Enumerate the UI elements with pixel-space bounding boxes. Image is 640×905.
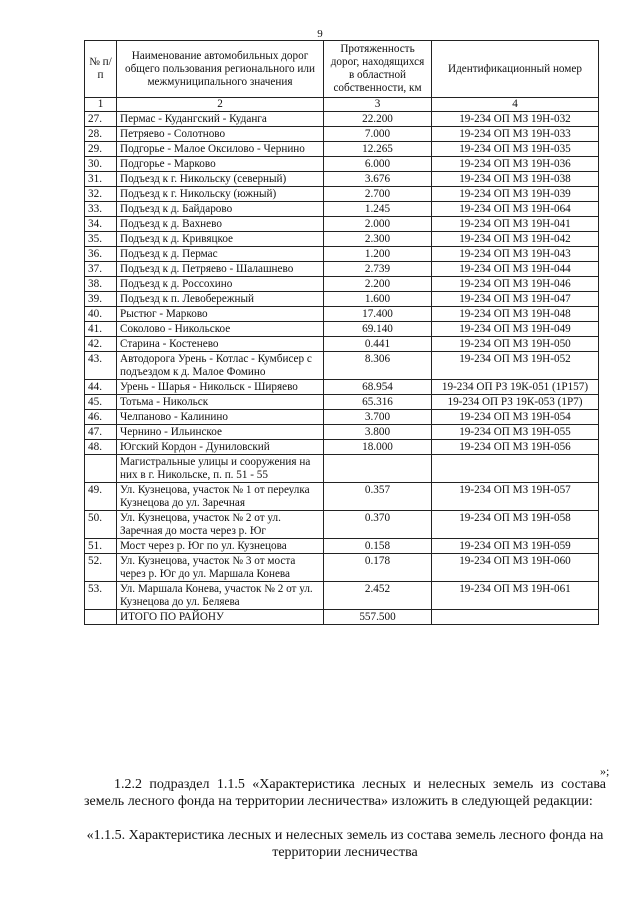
road-length: 2.300 bbox=[324, 232, 432, 247]
road-id: 19-234 ОП МЗ 19Н-060 bbox=[432, 554, 599, 582]
table-row bbox=[85, 292, 599, 307]
row-number: 30. bbox=[85, 157, 117, 172]
road-name: Тотьма - Никольск bbox=[117, 395, 324, 410]
row-number: 29. bbox=[85, 142, 117, 157]
row-number: 34. bbox=[85, 217, 117, 232]
road-name: ИТОГО ПО РАЙОНУ bbox=[117, 610, 324, 625]
road-name: Подъезд к д. Петряево - Шалашнево bbox=[117, 262, 324, 277]
road-name: Петряево - Солотново bbox=[117, 127, 324, 142]
column-index: 3 bbox=[324, 98, 432, 112]
table-row bbox=[85, 262, 599, 277]
paragraph-section-title: «1.1.5. Характеристика лесных и нелесных земель из состава земель лесного фонда на территории лесничества bbox=[86, 828, 604, 860]
road-name: Мост через р. Юг по ул. Кузнецова bbox=[117, 539, 324, 554]
table-row bbox=[85, 322, 599, 337]
row-number: 27. bbox=[85, 112, 117, 127]
road-name: Подгорье - Малое Оксилово - Чернино bbox=[117, 142, 324, 157]
road-length bbox=[324, 455, 432, 483]
road-length: 18.000 bbox=[324, 440, 432, 455]
road-id: 19-234 ОП МЗ 19Н-048 bbox=[432, 307, 599, 322]
column-index: 2 bbox=[117, 98, 324, 112]
table-row bbox=[85, 440, 599, 455]
table-row bbox=[85, 112, 599, 127]
road-name: Ул. Кузнецова, участок № 3 от моста через р. Юг до ул. Маршала Конева bbox=[117, 554, 324, 582]
road-id: 19-234 ОП МЗ 19Н-047 bbox=[432, 292, 599, 307]
road-length: 2.700 bbox=[324, 187, 432, 202]
header-id: Идентификационный номер bbox=[432, 41, 599, 98]
row-number: 33. bbox=[85, 202, 117, 217]
column-index: 4 bbox=[432, 98, 599, 112]
table-header-row bbox=[85, 41, 599, 98]
row-number bbox=[85, 455, 117, 483]
row-number: 45. bbox=[85, 395, 117, 410]
row-number: 35. bbox=[85, 232, 117, 247]
road-id: 19-234 ОП МЗ 19Н-041 bbox=[432, 217, 599, 232]
road-length: 2.000 bbox=[324, 217, 432, 232]
road-length: 3.800 bbox=[324, 425, 432, 440]
row-number: 48. bbox=[85, 440, 117, 455]
road-length: 2.200 bbox=[324, 277, 432, 292]
road-length: 0.178 bbox=[324, 554, 432, 582]
road-id: 19-234 ОП МЗ 19Н-052 bbox=[432, 352, 599, 380]
row-number: 53. bbox=[85, 582, 117, 610]
table-row bbox=[85, 247, 599, 262]
table-body bbox=[85, 112, 599, 625]
road-length: 68.954 bbox=[324, 380, 432, 395]
road-name: Подъезд к п. Левобережный bbox=[117, 292, 324, 307]
road-length: 2.739 bbox=[324, 262, 432, 277]
table-row bbox=[85, 455, 599, 483]
road-id: 19-234 ОП МЗ 19Н-064 bbox=[432, 202, 599, 217]
road-name: Подъезд к д. Кривяцкое bbox=[117, 232, 324, 247]
row-number: 44. bbox=[85, 380, 117, 395]
road-id: 19-234 ОП МЗ 19Н-061 bbox=[432, 582, 599, 610]
road-name: Подъезд к г. Никольску (южный) bbox=[117, 187, 324, 202]
table-row bbox=[85, 554, 599, 582]
row-number: 42. bbox=[85, 337, 117, 352]
road-length: 3.676 bbox=[324, 172, 432, 187]
table-row bbox=[85, 539, 599, 554]
road-length: 0.158 bbox=[324, 539, 432, 554]
table-row bbox=[85, 425, 599, 440]
column-index: 1 bbox=[85, 98, 117, 112]
road-name: Урень - Шарья - Никольск - Ширяево bbox=[117, 380, 324, 395]
road-name: Подъезд к д. Россохино bbox=[117, 277, 324, 292]
road-id: 19-234 ОП МЗ 19Н-049 bbox=[432, 322, 599, 337]
table-row bbox=[85, 142, 599, 157]
road-name: Пермас - Кудангский - Куданга bbox=[117, 112, 324, 127]
road-id bbox=[432, 455, 599, 483]
row-number bbox=[85, 610, 117, 625]
road-id: 19-234 ОП МЗ 19Н-032 bbox=[432, 112, 599, 127]
page-number: 9 bbox=[317, 28, 323, 40]
road-name: Чернино - Ильинское bbox=[117, 425, 324, 440]
row-number: 43. bbox=[85, 352, 117, 380]
table-row bbox=[85, 187, 599, 202]
road-name: Ул. Кузнецова, участок № 1 от переулка Кузнецова до ул. Заречная bbox=[117, 483, 324, 511]
road-length: 69.140 bbox=[324, 322, 432, 337]
table-row bbox=[85, 395, 599, 410]
road-length: 1.600 bbox=[324, 292, 432, 307]
row-number: 47. bbox=[85, 425, 117, 440]
row-number: 32. bbox=[85, 187, 117, 202]
paragraph-amendment: 1.2.2 подраздел 1.1.5 «Характеристика лесных и нелесных земель из состава земель лесного фонда на территории лесничества» изложить в следующей редакции: bbox=[84, 777, 606, 809]
roads-table bbox=[84, 40, 599, 625]
road-id: 19-234 ОП МЗ 19Н-057 bbox=[432, 483, 599, 511]
road-length: 22.200 bbox=[324, 112, 432, 127]
road-id: 19-234 ОП МЗ 19Н-033 bbox=[432, 127, 599, 142]
header-num: № п/п bbox=[85, 41, 117, 98]
table-row bbox=[85, 172, 599, 187]
road-name: Подъезд к д. Байдарово bbox=[117, 202, 324, 217]
road-id: 19-234 ОП МЗ 19Н-055 bbox=[432, 425, 599, 440]
row-number: 41. bbox=[85, 322, 117, 337]
table-row bbox=[85, 202, 599, 217]
road-id: 19-234 ОП МЗ 19Н-035 bbox=[432, 142, 599, 157]
road-length: 12.265 bbox=[324, 142, 432, 157]
road-name: Рыстюг - Марково bbox=[117, 307, 324, 322]
table-row bbox=[85, 380, 599, 395]
row-number: 39. bbox=[85, 292, 117, 307]
road-id: 19-234 ОП МЗ 19Н-050 bbox=[432, 337, 599, 352]
row-number: 52. bbox=[85, 554, 117, 582]
road-length: 0.441 bbox=[324, 337, 432, 352]
road-id: 19-234 ОП РЗ 19К-051 (1Р157) bbox=[432, 380, 599, 395]
road-id: 19-234 ОП МЗ 19Н-043 bbox=[432, 247, 599, 262]
table-row bbox=[85, 352, 599, 380]
header-road-name: Наименование автомобильных дорог общего пользования регионального или межмуниципального значения bbox=[117, 41, 324, 98]
row-number: 46. bbox=[85, 410, 117, 425]
road-id: 19-234 ОП МЗ 19Н-056 bbox=[432, 440, 599, 455]
row-number: 51. bbox=[85, 539, 117, 554]
road-name: Старина - Костенево bbox=[117, 337, 324, 352]
road-name: Подъезд к г. Никольску (северный) bbox=[117, 172, 324, 187]
road-length: 8.306 bbox=[324, 352, 432, 380]
road-length: 6.000 bbox=[324, 157, 432, 172]
road-length: 1.200 bbox=[324, 247, 432, 262]
road-id bbox=[432, 610, 599, 625]
road-id: 19-234 ОП МЗ 19Н-038 bbox=[432, 172, 599, 187]
row-number: 31. bbox=[85, 172, 117, 187]
road-length: 2.452 bbox=[324, 582, 432, 610]
road-id: 19-234 ОП МЗ 19Н-042 bbox=[432, 232, 599, 247]
road-id: 19-234 ОП МЗ 19Н-044 bbox=[432, 262, 599, 277]
row-number: 37. bbox=[85, 262, 117, 277]
table-row bbox=[85, 410, 599, 425]
road-name: Подъезд к д. Пермас bbox=[117, 247, 324, 262]
table-row bbox=[85, 483, 599, 511]
road-id: 19-234 ОП МЗ 19Н-054 bbox=[432, 410, 599, 425]
road-name: Челпаново - Калинино bbox=[117, 410, 324, 425]
table-row bbox=[85, 307, 599, 322]
table-row bbox=[85, 277, 599, 292]
road-id: 19-234 ОП МЗ 19Н-058 bbox=[432, 511, 599, 539]
row-number: 49. bbox=[85, 483, 117, 511]
road-length: 3.700 bbox=[324, 410, 432, 425]
row-number: 50. bbox=[85, 511, 117, 539]
column-index-row bbox=[85, 98, 599, 112]
road-length: 557.500 bbox=[324, 610, 432, 625]
road-name: Подъезд к д. Вахнево bbox=[117, 217, 324, 232]
road-id: 19-234 ОП МЗ 19Н-039 bbox=[432, 187, 599, 202]
row-number: 40. bbox=[85, 307, 117, 322]
road-name: Соколово - Никольское bbox=[117, 322, 324, 337]
row-number: 28. bbox=[85, 127, 117, 142]
table-row bbox=[85, 582, 599, 610]
road-length: 65.316 bbox=[324, 395, 432, 410]
table-row bbox=[85, 217, 599, 232]
road-name: Автодорога Урень - Котлас - Кумбисер с подъездом к д. Малое Фомино bbox=[117, 352, 324, 380]
road-id: 19-234 ОП МЗ 19Н-046 bbox=[432, 277, 599, 292]
road-id: 19-234 ОП РЗ 19К-053 (1Р7) bbox=[432, 395, 599, 410]
road-id: 19-234 ОП МЗ 19Н-036 bbox=[432, 157, 599, 172]
road-name: Югский Кордон - Дуниловский bbox=[117, 440, 324, 455]
table-row bbox=[85, 337, 599, 352]
road-name: Магистральные улицы и сооружения на них в г. Никольске, п. п. 51 - 55 bbox=[117, 455, 324, 483]
table-row bbox=[85, 511, 599, 539]
header-length: Протяженность дорог, находящихся в областной собственности, км bbox=[324, 41, 432, 98]
road-name: Подгорье - Марково bbox=[117, 157, 324, 172]
road-name: Ул. Кузнецова, участок № 2 от ул. Заречная до моста через р. Юг bbox=[117, 511, 324, 539]
road-length: 0.357 bbox=[324, 483, 432, 511]
row-number: 36. bbox=[85, 247, 117, 262]
closing-quote: »; bbox=[600, 764, 610, 778]
table-row bbox=[85, 127, 599, 142]
road-length: 17.400 bbox=[324, 307, 432, 322]
table-row bbox=[85, 157, 599, 172]
road-length: 1.245 bbox=[324, 202, 432, 217]
table-row bbox=[85, 610, 599, 625]
road-name: Ул. Маршала Конева, участок № 2 от ул. Кузнецова до ул. Беляева bbox=[117, 582, 324, 610]
table-row bbox=[85, 232, 599, 247]
row-number: 38. bbox=[85, 277, 117, 292]
road-id: 19-234 ОП МЗ 19Н-059 bbox=[432, 539, 599, 554]
road-length: 0.370 bbox=[324, 511, 432, 539]
road-length: 7.000 bbox=[324, 127, 432, 142]
